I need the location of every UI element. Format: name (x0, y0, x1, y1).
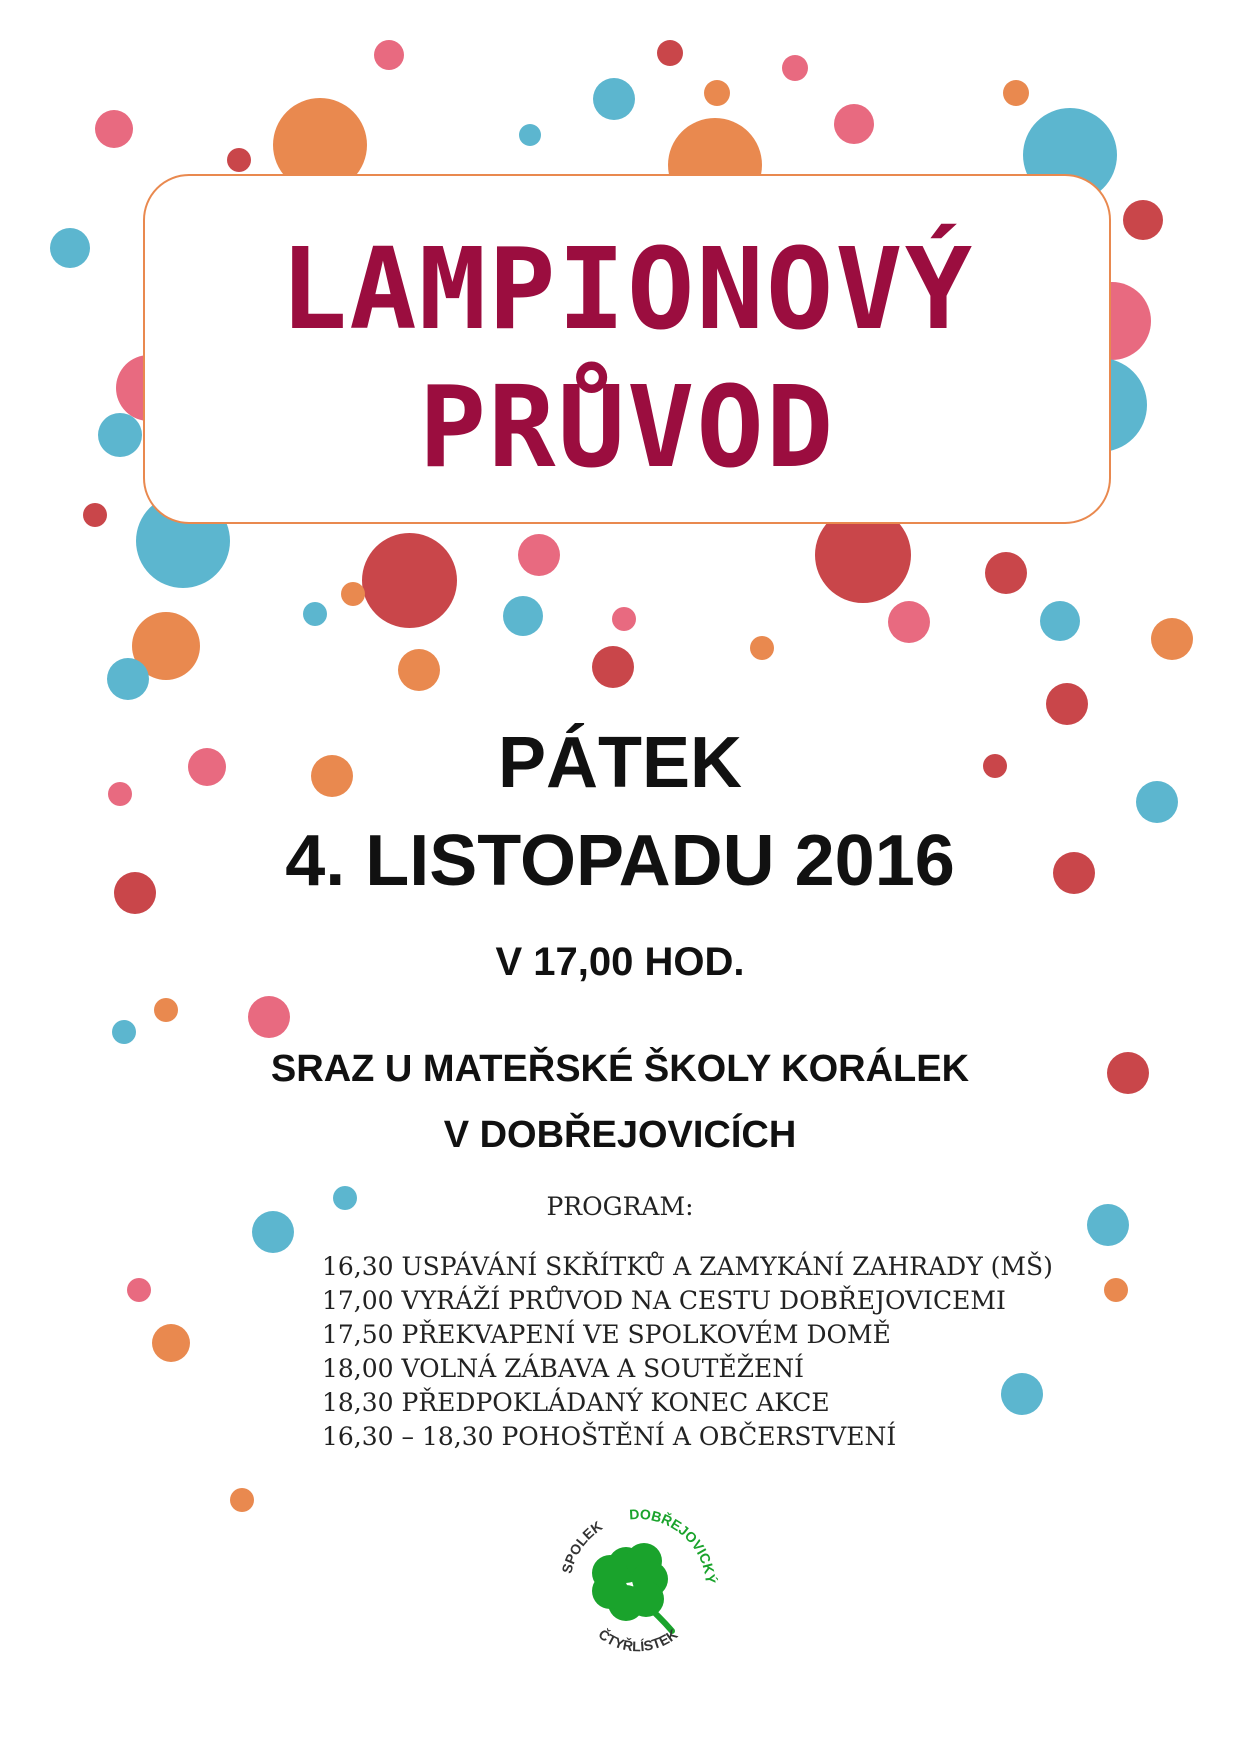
dot (112, 1020, 136, 1044)
title-frame (143, 174, 1111, 524)
program-heading: PROGRAM: (546, 1192, 694, 1221)
dot (374, 40, 404, 70)
program-item: 18,30 PŘEDPOKLÁDANÝ KONEC AKCE (322, 1388, 830, 1417)
dot (227, 148, 251, 172)
spolek-logo (548, 1495, 728, 1675)
program-item: 16,30 – 18,30 POHOŠTĚNÍ A OBČERSTVENÍ (322, 1422, 897, 1451)
dot (341, 582, 365, 606)
dot (1123, 200, 1163, 240)
dot (612, 607, 636, 631)
program-item: 17,00 VYRÁŽÍ PRŮVOD NA CESTU DOBŘEJOVICEMI (322, 1286, 1006, 1315)
dot (592, 646, 634, 688)
logo-text-spolek: SPOLEK (558, 1517, 606, 1576)
dot (888, 601, 930, 643)
dot (398, 649, 440, 691)
dot (704, 80, 730, 106)
program-item: 16,30 USPÁVÁNÍ SKŘÍTKŮ A ZAMYKÁNÍ ZAHRADY (MŠ) (322, 1252, 1053, 1281)
dot (107, 658, 149, 700)
dot (518, 534, 560, 576)
event-time: V 17,00 HOD. (495, 940, 745, 984)
dot (519, 124, 541, 146)
program-item: 18,00 VOLNÁ ZÁBAVA A SOUTĚŽENÍ (322, 1354, 805, 1383)
dot (98, 413, 142, 457)
dot (303, 602, 327, 626)
dot (1046, 683, 1088, 725)
logo-text-dobrejovicky: DOBŘEJOVICKÝ (628, 1505, 720, 1585)
dot (50, 228, 90, 268)
dot (95, 110, 133, 148)
meeting-place-line-2: V DOBŘEJOVICÍCH (443, 1114, 797, 1156)
four-leaf-clover-icon (548, 1495, 728, 1675)
dot (750, 636, 774, 660)
dot (1104, 1278, 1128, 1302)
dot (985, 552, 1027, 594)
dot (657, 40, 683, 66)
event-date: 4. LISTOPADU 2016 (285, 821, 955, 901)
title-line-1: LAMPIONOVÝ (279, 225, 975, 355)
dot (1003, 80, 1029, 106)
dot (152, 1324, 190, 1362)
dot (127, 1278, 151, 1302)
logo-text-ctyrlistek: ČTYŘLÍSTEK (595, 1625, 681, 1655)
dot (503, 596, 543, 636)
program-list (322, 1250, 1053, 1454)
svg-text:ČTYŘLÍSTEK (596, 1625, 681, 1654)
dot (593, 78, 635, 120)
dot (154, 998, 178, 1022)
dot (1151, 618, 1193, 660)
event-day: PÁTEK (497, 723, 743, 803)
dot (1040, 601, 1080, 641)
dot (362, 533, 457, 628)
meeting-place-line-1: SRAZ U MATEŘSKÉ ŠKOLY KORÁLEK (270, 1048, 970, 1090)
dot (834, 104, 874, 144)
dot (83, 503, 107, 527)
program-item: 17,50 PŘEKVAPENÍ VE SPOLKOVÉM DOMĚ (322, 1320, 891, 1349)
dot (248, 996, 290, 1038)
dot (782, 55, 808, 81)
dot (230, 1488, 254, 1512)
title-line-2: PRŮVOD (418, 363, 836, 493)
